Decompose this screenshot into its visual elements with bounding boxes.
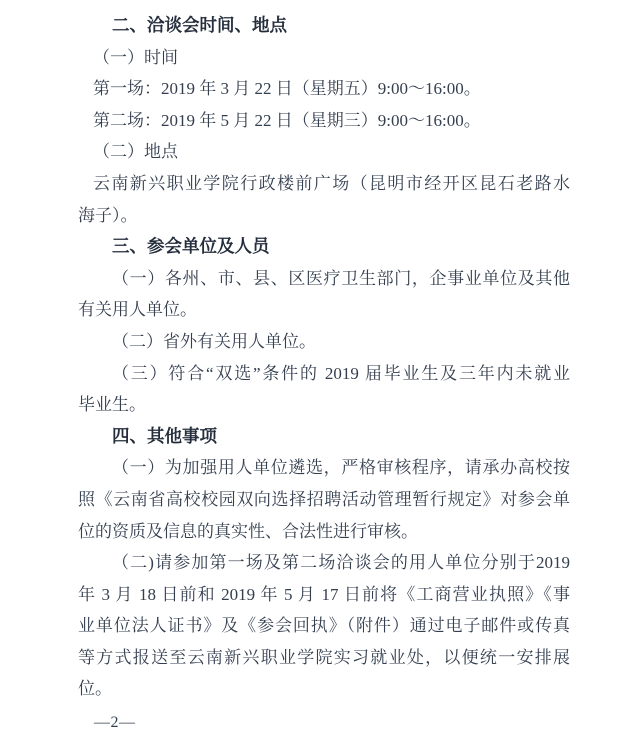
doc-line-session2: 第二场：2019 年 5 月 22 日（星期三）9:00～16:00。	[93, 110, 481, 130]
doc-line: 年 3 月 18 日前和 2019 年 5 月 17 日前将《工商营业执照》《事	[78, 584, 570, 604]
doc-line: （一）各州、市、县、区医疗卫生部门，企事业单位及其他	[112, 268, 570, 288]
doc-line: （三）符合“双选”条件的 2019 届毕业生及三年内未就业	[112, 363, 570, 383]
doc-line: 照《云南省高校校园双向选择招聘活动管理暂行规定》对参会单	[78, 489, 570, 509]
doc-line: 海子）。	[78, 205, 138, 225]
document-body	[78, 10, 570, 739]
page-number: —2—	[94, 714, 136, 732]
doc-line: （二)请参加第一场及第二场洽谈会的用人单位分别于2019	[112, 553, 570, 573]
section-heading-2: 二、洽谈会时间、地点	[112, 15, 287, 35]
doc-line: 有关用人单位。	[78, 300, 197, 320]
subheading-time: （一）时间	[93, 47, 178, 67]
doc-line-session1: 第一场：2019 年 3 月 22 日（星期五）9:00～16:00。	[93, 79, 481, 99]
doc-line: （一）为加强用人单位遴选，严格审核程序，请承办高校按	[112, 458, 570, 478]
doc-line: 业单位法人证书》及《参会回执》（附件）通过电子邮件或传真	[78, 616, 570, 636]
doc-line: 等方式报送至云南新兴职业学院实习就业处，以便统一安排展	[78, 647, 570, 667]
section-heading-3: 三、参会单位及人员	[112, 236, 270, 257]
subheading-location: （二）地点	[93, 142, 178, 162]
section-heading-4: 四、其他事项	[112, 425, 217, 446]
doc-line: 毕业生。	[78, 395, 146, 415]
doc-line: 位的资质及信息的真实性、合法性进行审核。	[78, 521, 418, 541]
doc-line: （二）省外有关用人单位。	[112, 331, 316, 351]
doc-line: 位。	[78, 679, 112, 699]
doc-line: 云南新兴职业学院行政楼前广场（昆明市经开区昆石老路水	[93, 173, 570, 193]
